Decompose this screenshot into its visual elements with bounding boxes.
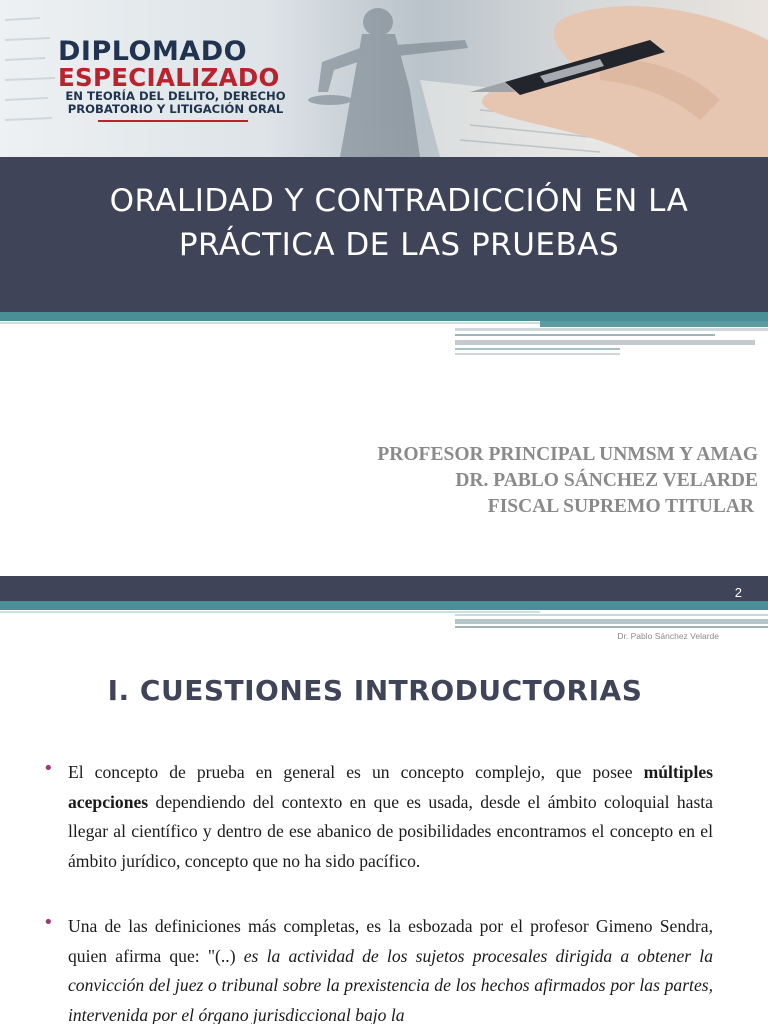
header-banner: [0, 0, 768, 157]
accent-strip-2: [540, 321, 768, 327]
decor-line-2: [455, 619, 768, 624]
accent-line: [0, 322, 540, 324]
logo-underline: [98, 120, 248, 122]
decor-line-5: [455, 353, 620, 355]
accent-strip: [0, 601, 768, 610]
accent-strip: [0, 312, 768, 321]
decor-line-3: [455, 626, 768, 628]
bullet-paragraph-2: [68, 912, 713, 1024]
logo-line-especializado: ESPECIALIZADO: [58, 63, 280, 92]
slide-title-line1: ORALIDAD Y CONTRADICCIÓN EN LA: [109, 183, 689, 219]
page-number: 2: [734, 585, 742, 600]
bullet1-text-a: El concepto de prueba en general es un concepto complejo, que posee: [68, 762, 644, 782]
author-line-3: FISCAL SUPREMO TITULAR: [487, 496, 754, 517]
author-line-1: PROFESOR PRINCIPAL UNMSM Y AMAG: [377, 444, 758, 465]
bullet-paragraph-1: [68, 758, 713, 876]
decor-line-1: [455, 328, 768, 331]
author-line-2: DR. PABLO SÁNCHEZ VELARDE: [455, 470, 758, 491]
slide-title-line2: PRÁCTICA DE LAS PRUEBAS: [178, 227, 620, 263]
author-info: [158, 442, 758, 520]
bullet1-text-b: dependiendo del contexto en que es usada, desde el ámbito coloquial hasta llegar al científico y dentro de ese abanico de posibilidades encontramos el concepto en el ámbito jurídico, concepto que no ha sido pacífico.: [68, 791, 713, 871]
logo-subtitle-2: PROBATORIO Y LITIGACIÓN ORAL: [67, 102, 284, 116]
accent-line: [0, 611, 540, 613]
section-heading: I. CUESTIONES INTRODUCTORIAS: [107, 674, 643, 707]
logo-subtitle-1: EN TEORÍA DEL DELITO, DERECHO: [65, 89, 286, 103]
header-band: [0, 576, 768, 601]
decor-line-3: [455, 340, 755, 345]
decor-line-2: [455, 334, 715, 336]
decor-line-1: [455, 614, 768, 616]
bullet-icon: •: [43, 758, 54, 779]
decor-line-4: [455, 348, 620, 350]
logo-line-diplomado: DIPLOMADO: [58, 36, 248, 67]
bullet-icon: •: [43, 912, 54, 933]
content-slide: [0, 576, 768, 1024]
author-footer: Dr. Pablo Sánchez Velarde: [617, 631, 719, 641]
diplomado-logo: [58, 38, 303, 122]
slide-title: [30, 179, 768, 267]
bullet1-bold: múltiples acepciones: [68, 762, 713, 812]
bullet2-italic: es la actividad de los sujetos procesales dirigida a obtener la convicción del juez o tribunal sobre la prexistencia de los hechos afirmados por las partes, intervenida por el órgano jurisdiccional bajo la: [68, 945, 713, 1024]
title-band: [0, 157, 768, 312]
bullet2-text-a: Una de las definiciones más completas, es la esbozada por el profesor Gimeno Sendra, quien afirma que: "(..): [68, 916, 713, 966]
